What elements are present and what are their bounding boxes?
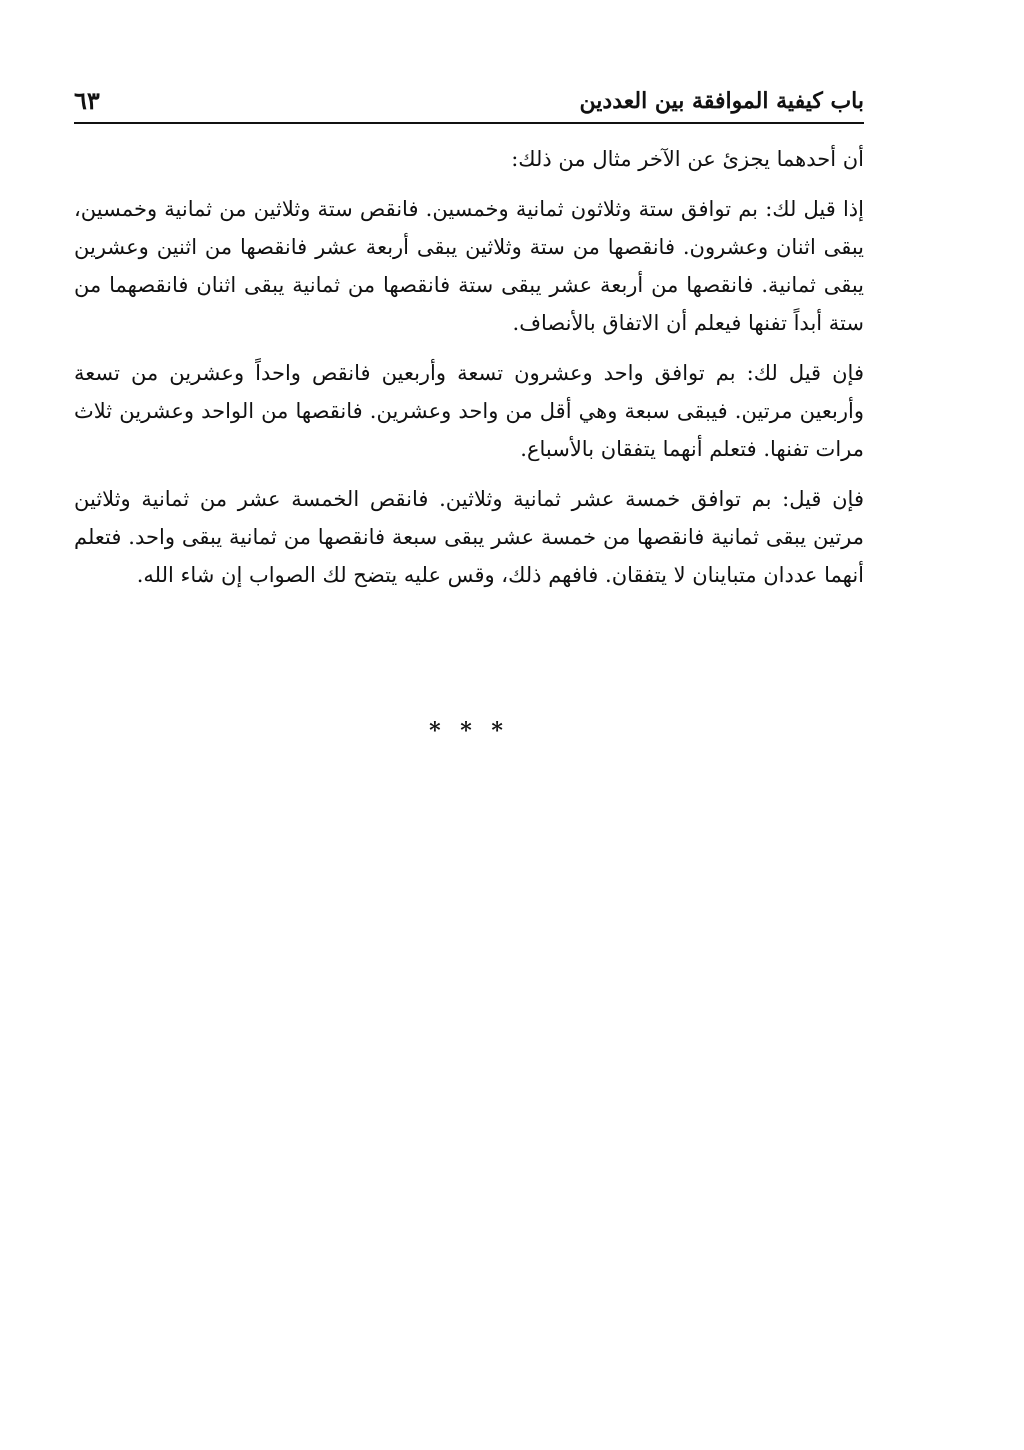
header-rule: [74, 122, 864, 124]
page-number: ٦٣: [74, 86, 100, 115]
paragraph: فإن قيل: بم توافق خمسة عشر ثمانية وثلاثين. فانقص الخمسة عشر من ثمانية وثلاثين مرتين يبقى ثمانية فانقصها من خمسة عشر يبقى سبعة فانقصها من ثمانية يبقى واحد. فتعلم أنهما عددان متباينان لا يتفقان. فافهم ذلك، وقس عليه يتضح لك الصواب إن شاء الله.: [74, 487, 864, 587]
section-divider: * * *: [429, 718, 509, 744]
paragraph: فإن قيل لك: بم توافق واحد وعشرون تسعة وأربعين فانقص واحداً وعشرين من تسعة وأربعين مرتين. فيبقى سبعة وهي أقل من واحد وعشرين. فانقصها من الواحد وعشرين ثلاث مرات تفنها. فتعلم أنهما يتفقان بالأسباع.: [74, 361, 864, 461]
paragraph: أن أحدهما يجزئ عن الآخر مثال من ذلك:: [511, 147, 864, 171]
paragraph: إذا قيل لك: بم توافق ستة وثلاثون ثمانية وخمسين. فانقص ستة وثلاثين من ثمانية وخمسين، يبقى اثنان وعشرون. فانقصها من ستة وثلاثين يبقى أربعة عشر فانقصها من اثنين وعشرين يبقى ثمانية. فانقصها من أربعة عشر يبقى ستة فانقصها من ثمانية يبقى اثنان فانقصهما من ستة أبداً تفنها فيعلم أن الاتفاق بالأنصاف.: [74, 197, 864, 335]
body-text: [74, 140, 864, 594]
running-title: باب كيفية الموافقة بين العددين: [579, 88, 864, 114]
page-header: [74, 84, 864, 120]
